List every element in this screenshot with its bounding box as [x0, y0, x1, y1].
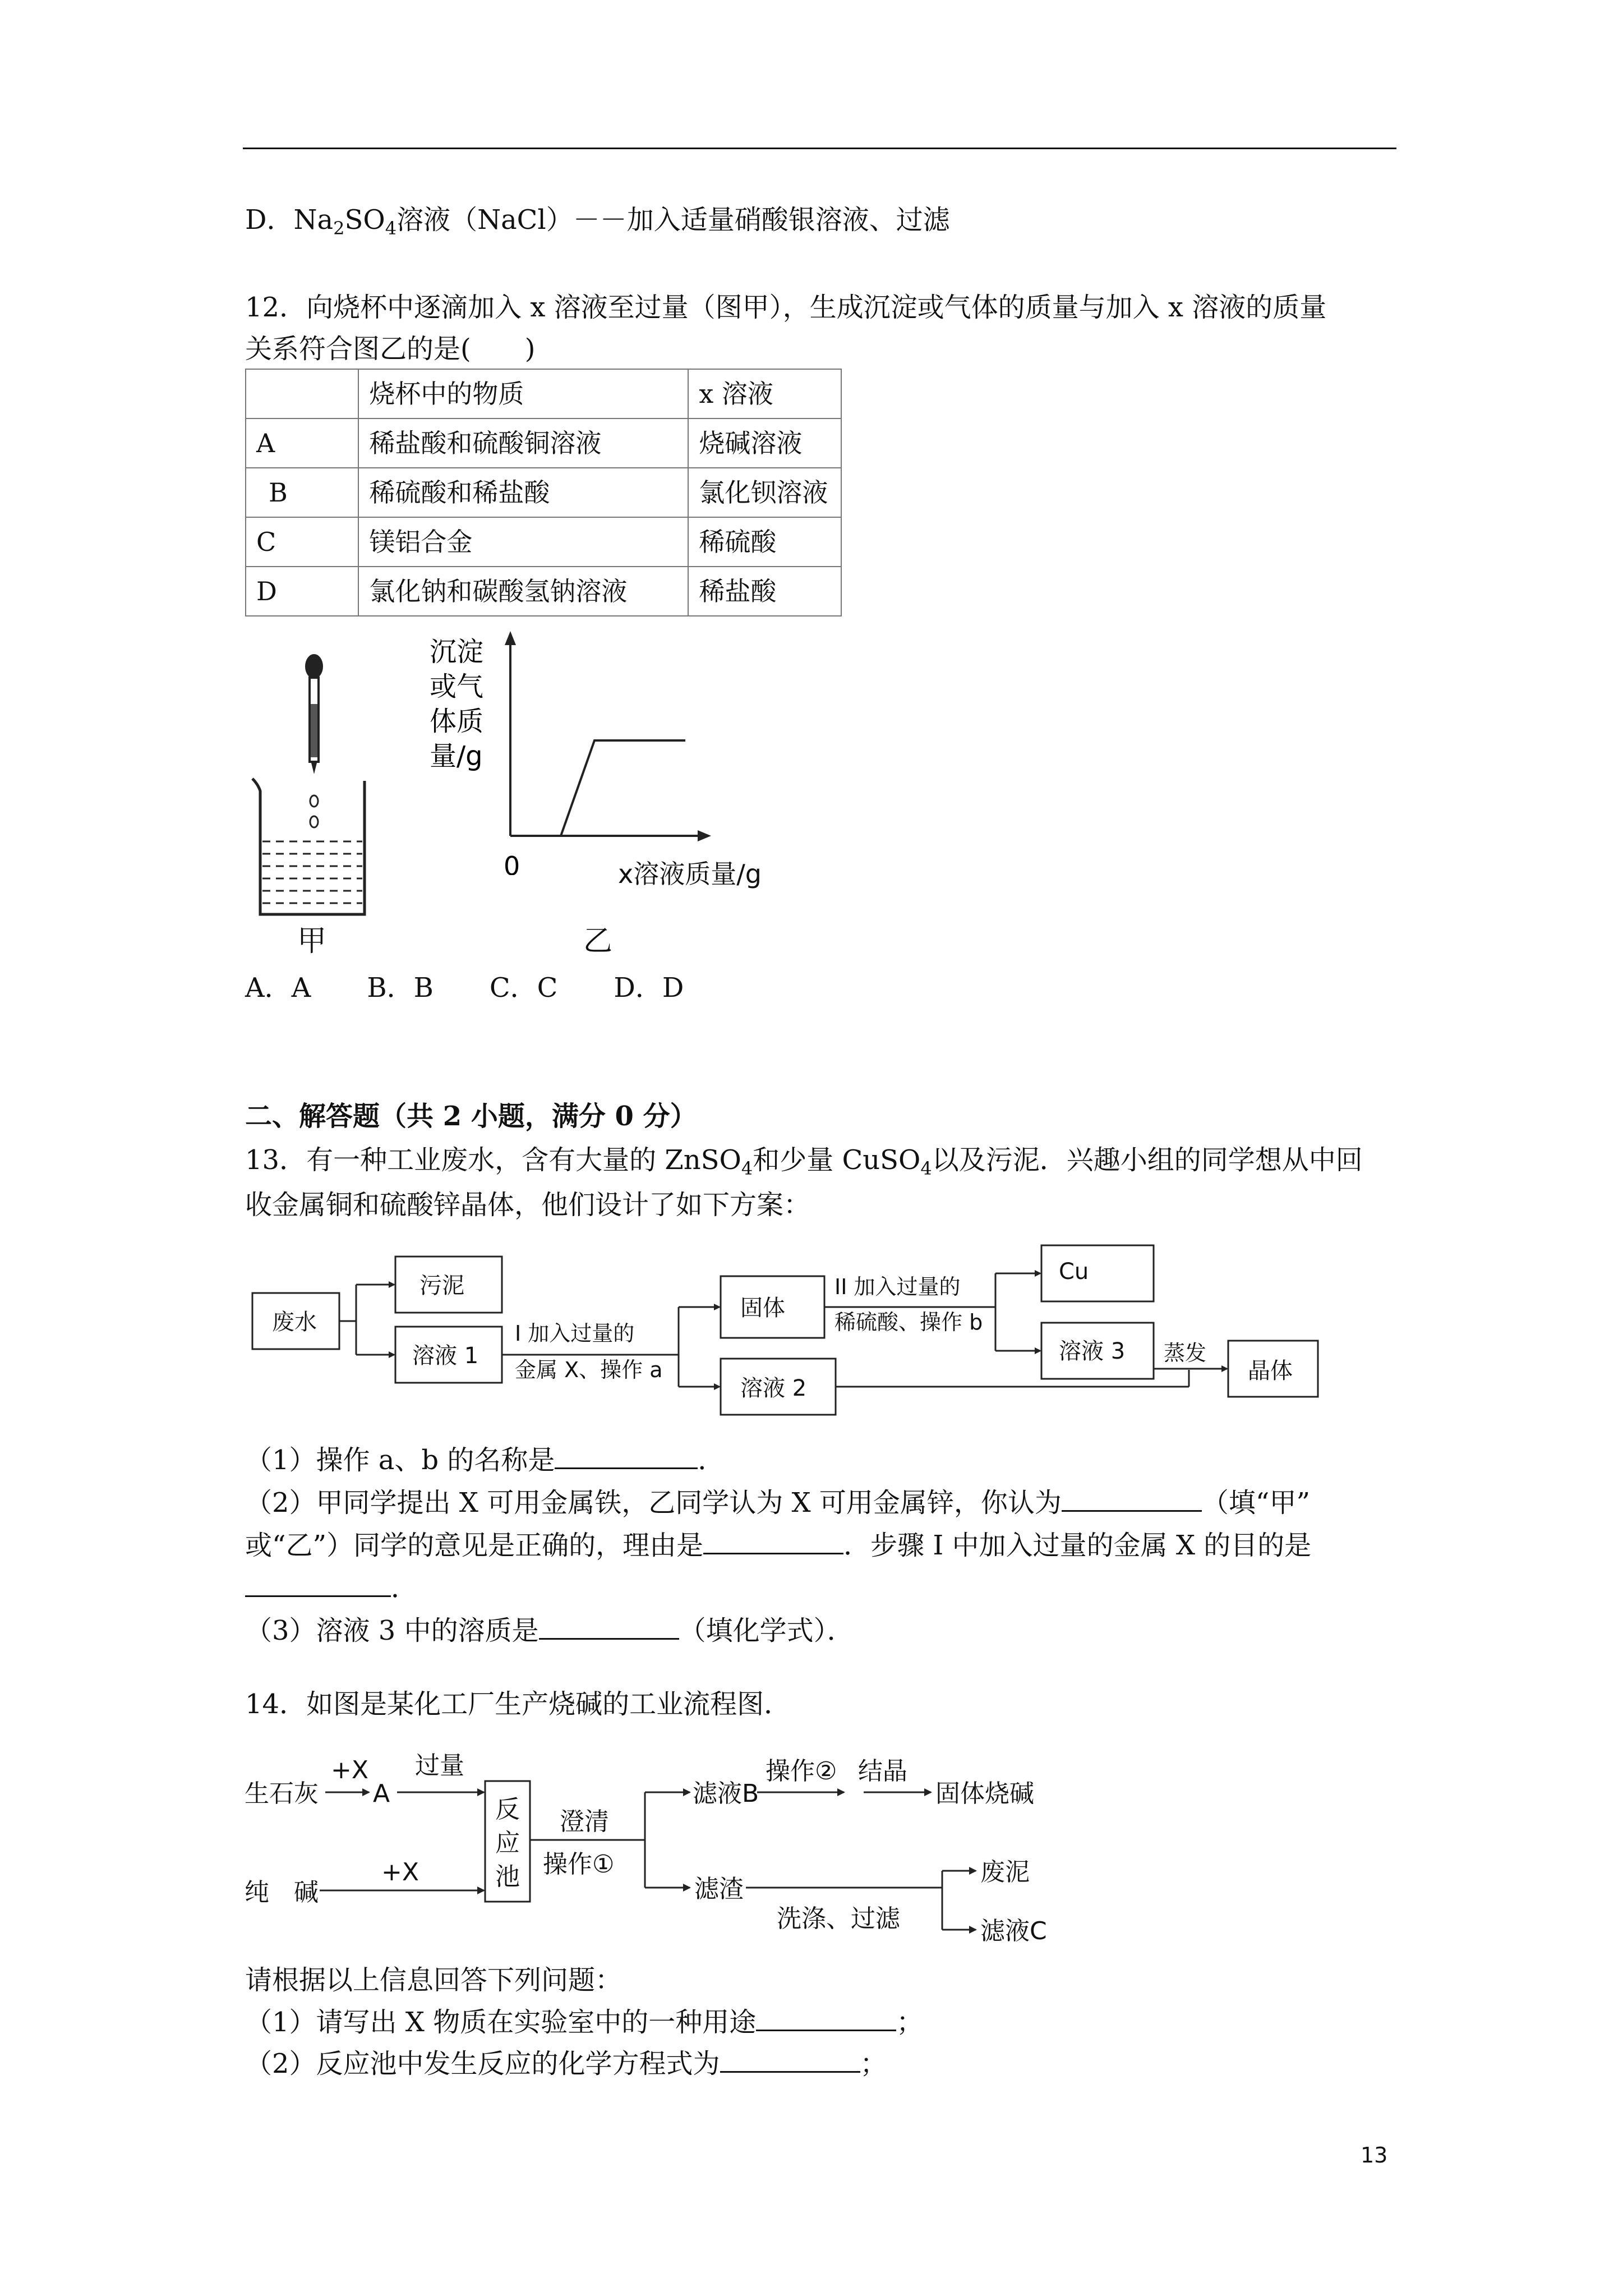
flow-op2: 操作②	[766, 1757, 837, 1786]
table-row	[246, 468, 841, 517]
beaker	[252, 779, 365, 914]
box-cu	[1041, 1245, 1154, 1301]
q13-flowchart	[241, 1240, 1340, 1430]
header-rule	[243, 148, 1396, 149]
flow-waste: 废水	[272, 1309, 317, 1335]
y-axis-arrow	[505, 631, 516, 645]
prev-option-d: D．$Na_2SO_4$溶液（NaCl）－－加入适量硝酸银溶液、过滤	[245, 204, 950, 239]
answer-blank[interactable]	[1062, 1485, 1202, 1512]
flow-step1-line1: I 加入过量的	[515, 1321, 635, 1346]
q12-choices	[245, 971, 684, 1005]
flow-step1-line2: 金属 X、操作 a	[515, 1358, 663, 1382]
answer-blank[interactable]	[555, 1443, 698, 1469]
q12-stem-line1: 12．向烧杯中逐滴加入 x 溶液至过量（图甲），生成沉淀或气体的质量与加入 x 溶液的质量	[245, 292, 1327, 323]
flow-solution3: 溶液 3	[1059, 1338, 1126, 1364]
q14-stem: 14．如图是某化工厂生产烧碱的工业流程图．	[245, 1688, 791, 1720]
flow-filtrate-c: 滤液C	[980, 1917, 1047, 1945]
answer-blank[interactable]	[539, 1613, 679, 1640]
choice-b[interactable]: B．B	[367, 972, 434, 1004]
q13-stem-line1: 13．有一种工业废水，含有大量的 ZnSO$_4$和少量 CuSO$_4$以及污泥．兴趣小组的同学想从中回	[245, 1144, 1363, 1179]
graph-xlabel: x溶液质量/g	[618, 859, 762, 889]
flow-cu: Cu	[1059, 1259, 1089, 1285]
answer-blank[interactable]	[720, 2046, 860, 2073]
flow-evaporate: 蒸发	[1164, 1341, 1207, 1365]
graph-origin: 0	[504, 851, 520, 875]
table-cell: 氯化钡溶液	[688, 468, 841, 517]
dropper-tip	[311, 761, 317, 774]
figure-yi-label: 乙	[583, 924, 613, 958]
flow-excess: 过量	[415, 1751, 464, 1780]
flow-wash-filter: 洗涤、过滤	[777, 1904, 900, 1933]
graph-ylabel-line: 沉淀	[430, 636, 484, 668]
table-cell: 稀盐酸	[688, 567, 841, 616]
flow-solid-caustic: 固体烧碱	[935, 1779, 1034, 1808]
table-cell: 镁铝合金	[358, 517, 688, 567]
figure-jia-label: 甲	[297, 924, 327, 958]
answer-blank[interactable]	[245, 1571, 391, 1597]
liquid-lines	[262, 841, 362, 903]
table-cell: 烧杯中的物质	[358, 369, 688, 418]
choice-c[interactable]: C．C	[489, 972, 558, 1004]
graph-ylabel-line: 或气	[430, 671, 484, 702]
flow-step2-line2: 稀硫酸、操作 b	[834, 1310, 983, 1335]
q14-part2: （2）反应池中发生反应的化学方程式为 ；	[245, 2046, 887, 2081]
flow-residue: 滤渣	[694, 1875, 744, 1903]
table-cell: 烧碱溶液	[688, 418, 841, 468]
flow-step2-line1: II 加入过量的	[834, 1274, 961, 1299]
q13-part2-line3: ．	[245, 1571, 418, 1605]
table-cell: B	[246, 468, 358, 517]
q13-part3: （3）溶液 3 中的溶质是 （填化学式）．	[245, 1613, 854, 1648]
table-cell: 稀硫酸和稀盐酸	[358, 468, 688, 517]
answer-blank[interactable]	[756, 2005, 896, 2031]
flow-plus-x2: +X	[381, 1858, 419, 1887]
flow-waste-mud: 废泥	[980, 1858, 1030, 1887]
graph-curve	[510, 740, 685, 836]
q12-table	[245, 369, 842, 616]
table-cell: x 溶液	[688, 369, 841, 418]
table-cell	[246, 369, 358, 418]
choice-d[interactable]: D．D	[614, 972, 684, 1004]
flow-sludge: 污泥	[419, 1273, 464, 1299]
flow-clarify: 澄清	[560, 1807, 609, 1836]
q13-stem-line2: 收金属铜和硫酸锌晶体，他们设计了如下方案：	[245, 1189, 811, 1221]
q12-graph	[426, 628, 774, 875]
answer-blank[interactable]	[703, 1528, 843, 1554]
flow-solid: 固体	[740, 1295, 785, 1321]
table-row	[246, 567, 841, 616]
table-cell: D	[246, 567, 358, 616]
flow-crystal: 晶体	[1248, 1358, 1293, 1384]
flow-reactor-1: 反	[495, 1795, 520, 1824]
dropper-bulb	[305, 654, 323, 679]
graph-ylabel-line: 体质	[430, 706, 484, 737]
q13-part2-line2: 或“乙”）同学的意见是正确的，理由是 ．步骤 I 中加入过量的金属 X 的目的是	[245, 1528, 1311, 1562]
flow-solution2: 溶液 2	[740, 1375, 807, 1401]
table-cell: 氯化钠和碳酸氢钠溶液	[358, 567, 688, 616]
table-row	[246, 517, 841, 567]
table-cell: 稀硫酸	[688, 517, 841, 567]
flow-filtrate-b: 滤液B	[693, 1779, 759, 1808]
q13-part2-line1: （2）甲同学提出 X 可用金属铁，乙同学认为 X 可用金属锌，你认为 （填“甲”	[245, 1485, 1310, 1520]
q14-part1: （1）请写出 X 物质在实验室中的一种用途 ；	[245, 2005, 923, 2039]
q12-stem-line2: 关系符合图乙的是( )	[245, 333, 536, 365]
q14-prompt: 请根据以上信息回答下列问题：	[245, 1964, 623, 1996]
drop	[310, 816, 318, 827]
flow-quicklime: 生石灰	[245, 1779, 319, 1808]
table-row	[246, 418, 841, 468]
flow-soda: 纯 碱	[245, 1878, 319, 1907]
table-cell: 稀盐酸和硫酸铜溶液	[358, 418, 688, 468]
flow-crystallize: 结晶	[858, 1757, 907, 1786]
section2-title: 二、解答题（共 2 小题，满分 0 分）	[245, 1101, 697, 1132]
drop	[310, 795, 318, 807]
table-row	[246, 369, 841, 418]
q14-flowchart	[241, 1739, 1116, 1963]
table-cell: A	[246, 418, 358, 468]
flow-op1: 操作①	[543, 1850, 615, 1879]
flow-solution1: 溶液 1	[412, 1343, 479, 1369]
table-cell: C	[246, 517, 358, 567]
flow-plus-x1: +X	[331, 1756, 369, 1784]
page-number: 13	[1361, 2143, 1388, 2168]
choice-a[interactable]: A．A	[245, 972, 311, 1004]
flow-a: A	[373, 1779, 390, 1808]
flow-reactor-3: 池	[495, 1862, 520, 1891]
flow-reactor-2: 应	[495, 1829, 520, 1857]
x-axis-arrow	[698, 830, 711, 841]
q13-part1: （1）操作 a、b 的名称是 ．	[245, 1443, 725, 1477]
graph-ylabel-line: 量/g	[430, 740, 483, 772]
